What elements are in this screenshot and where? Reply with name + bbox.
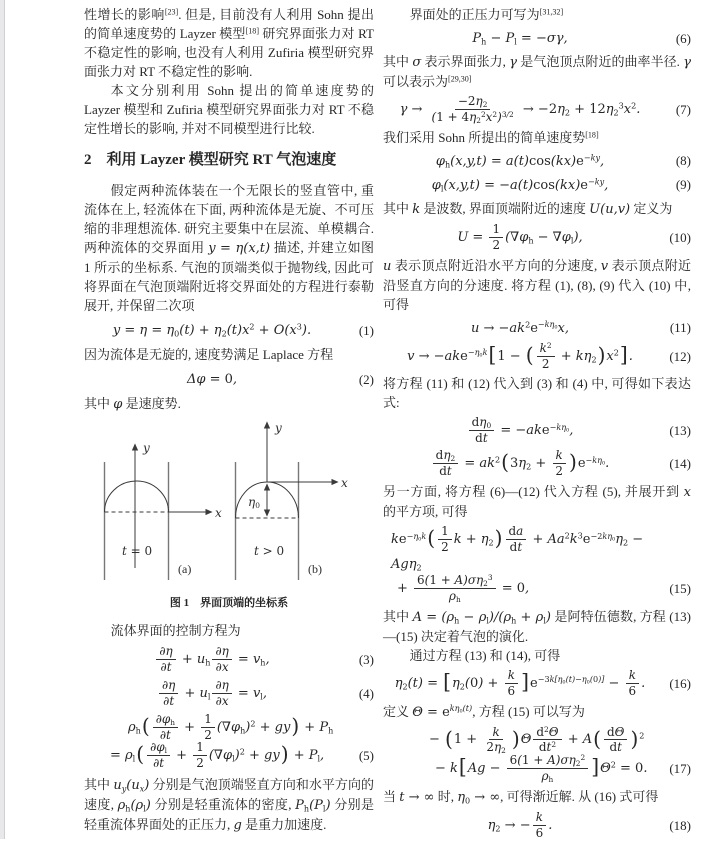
time-label: t = 0 <box>122 544 153 558</box>
axis-label-y: y <box>275 421 282 435</box>
paragraph: 定义 $\Theta = e^{k\eta_0(t)}$, 方程 (15) 可以写为 <box>383 703 585 720</box>
equation-body: Δφ = 0, <box>186 372 238 387</box>
paragraph: 其中 σ 表示界面张力, γ 是气泡顶点附近的曲率半径. γ 可以表示为[29,30] <box>383 54 691 89</box>
paragraph: 其中 $u_y(u_x)$ 分别是气泡顶端竖直方向和水平方向的速度, $\rho_h(\rho_l)$ 分别是轻重流体的密度, $P_h(P_l)$ 分别是轻重流体界面处的正压力, g 是重力加速度. <box>84 777 374 834</box>
equation <box>383 525 691 603</box>
equation-body: − k[Ag − $\frac{6(1 + A)\sigma\eta_2^2}{\rho_h}$ ]$\Theta^2 = 0$. <box>435 753 648 785</box>
time-label: t > 0 <box>254 544 285 558</box>
equation <box>383 811 691 840</box>
paragraph: 我们采用 Sohn 所提出的简单速度势[18] <box>383 129 599 145</box>
paragraph: 界面处的正压力可写为[31,32] <box>409 7 564 22</box>
left-column <box>84 5 374 835</box>
equation-body: $u \to -ak^2e^{-k\eta_0}x$, <box>471 320 569 336</box>
equation <box>383 95 691 124</box>
paragraph: 假定两种流体装在一个无限长的竖直管中, 重流体在上, 轻流体在下面, 两种流体是无旋、不可压缩的非理想流体. 研究主要集中在层流、单模耦合. 两种流体的交界面用 y = η(x,t) 描述, 并建立如图 1 所示的坐标系. 气泡的顶端类似于抛物线, 因此可将界面在气泡顶端附近将交界面处的方程进行泰勒展开, 并保留二次项 <box>84 183 374 313</box>
equation-number: (6) <box>675 30 691 46</box>
right-column <box>383 5 691 844</box>
equation-body: = $\rho_l$( $\frac{\partial\varphi_l}{\partial t}$ + $\frac{1}{2}$ $(\nabla\varphi_l)^2 + gy) + P_l$, <box>110 740 325 771</box>
equation-number: (12) <box>669 348 691 364</box>
equation <box>383 726 691 784</box>
equation-number: (9) <box>675 177 691 193</box>
equation-number: (10) <box>669 229 691 245</box>
paragraph: 当 t → ∞ 时, $\eta_0$ → ∞, 可得渐近解. 从 (16) 式可得 <box>383 789 659 806</box>
eta0-label: $\eta_0$ <box>248 495 260 511</box>
equation <box>383 28 691 48</box>
figure <box>84 418 374 590</box>
figure-caption-text: 界面顶端的坐标系 <box>200 597 289 609</box>
paragraph: 其中 k 是波数, 界面顶端附近的速度 U(u,v) 定义为 <box>383 200 673 217</box>
paragraph: u 表示顶点附近沿水平方向的分速度, v 表示顶点附近沿竖直方向的分速度. 将方程 (1), (8), (9) 代入 (10) 中, 可得 <box>383 257 691 312</box>
equation <box>383 151 691 171</box>
paragraph: 将方程 (11) 和 (12) 代入到 (3) 和 (4) 中, 可得如下表达式: <box>383 376 691 411</box>
equation <box>84 713 374 771</box>
paragraph: 通过方程 (13) 和 (14), 可得 <box>409 647 561 663</box>
equation-number: (18) <box>669 818 691 834</box>
equation-number: (7) <box>675 101 691 117</box>
equation <box>383 416 691 445</box>
figure-caption-number: 图 1 <box>169 597 190 609</box>
equation-number: (14) <box>669 456 691 472</box>
section-heading: 2 利用 Layzer 模型研究 RT 气泡速度 <box>84 152 337 168</box>
equation-body: $\frac{d\eta_0}{dt}$ = −ake$^{-k\eta_0}$, <box>383 416 657 445</box>
equation-number: (13) <box>669 423 691 439</box>
equation-number: (15) <box>669 580 691 596</box>
page-edge <box>0 0 5 839</box>
equation-body: $\rho_h$( $\frac{\partial\varphi_h}{\partial t}$ + $\frac{1}{2}$ $(\nabla\varphi_h)^2 + gy) + P_h$ <box>128 711 334 742</box>
equation <box>383 342 691 371</box>
paragraph: 其中 $A = (\rho_h - \rho_l)/(\rho_h + \rho_l)$ 是阿特伍德数, 方程 (13)—(15) 决定着气泡的演化. <box>383 608 691 644</box>
equation-body: $\frac{d\eta_2}{dt}$ = $ak^2(3\eta_2$ + $\frac{k}{2}$ )$e^{-k\eta_0}$. <box>383 449 657 478</box>
paragraph: 另一方面, 将方程 (6)—(12) 代入方程 (5), 并展开到 x 的平方项, 可得 <box>383 484 691 520</box>
equation <box>84 369 374 389</box>
figure-caption <box>84 594 374 613</box>
equation-number: (8) <box>675 153 691 169</box>
equation-number: (16) <box>669 675 691 691</box>
equation <box>383 223 691 252</box>
panel-label: (b) <box>308 562 322 576</box>
equation <box>84 320 374 340</box>
equation-body: $\eta_2(t) = [\eta_2(0)$ + $\frac{k}{6}$ ]$e^{-3k[\eta_0(t)-\eta_0(0)]}$ − $\frac{k}{6}$ . <box>394 667 646 698</box>
axis-label-x: x <box>341 476 348 490</box>
equation-number: (3) <box>358 651 374 667</box>
equation-body: $\frac{\partial\eta}{\partial t}$ + $u_h$ $\frac{\partial\eta}{\partial x}$ = $v_h$, <box>84 645 340 674</box>
paragraph: 因为流体是无旋的, 速度势满足 Laplace 方程 <box>84 347 334 362</box>
paragraph: 流体界面的控制方程为 <box>110 623 241 638</box>
paragraph: 性增长的影响[23]. 但是, 目前没有人利用 Sohn 提出的简单速度势的 Layzer 模型[18] 研究界面张力对 RT 不稳定性的影响, 也没有人利用 Zufiria 模型研究界面张力对 RT 不稳定性的影响. <box>84 7 374 79</box>
equation-body: $P_h - P_l = -\sigma\gamma$, <box>472 31 568 47</box>
equation <box>84 679 374 708</box>
equation <box>383 318 691 338</box>
equation-number: (4) <box>358 685 374 701</box>
equation-body: $\frac{\partial\eta}{\partial t}$ + $u_l$ $\frac{\partial\eta}{\partial x}$ = $v_l$, <box>84 679 340 708</box>
equation-body: $\varphi_h(x,y,t) = a(t)\cos(kx)e^{-ky}$, <box>435 153 605 170</box>
panel-label: (a) <box>178 562 192 576</box>
equation-body: $\varphi_l(x,y,t) = -a(t)\cos(kx)e^{-ky}$, <box>431 177 609 194</box>
equation-body: γ → $\frac{-2\eta_2}{(1 + 4\eta_2^2x^2)^{3/2}}$ → $-2\eta_2 + 12\eta_2^3x^2$. <box>399 94 641 125</box>
axis-label-x: x <box>215 506 222 520</box>
equation-number: (11) <box>669 320 691 336</box>
equation-number: (2) <box>358 371 374 387</box>
equation <box>383 669 691 698</box>
paragraph: 其中 φ 是速度势. <box>84 396 181 412</box>
equation-body: v → −ake$^{-\eta_0k}$[1 − ( $\frac{k^2}{2}$ + $k\eta_2)x^2$]. <box>407 340 633 371</box>
equation-body: U = $\frac{1}{2}$ $(\nabla\varphi_h - \nabla\varphi_l)$, <box>457 221 583 252</box>
axis-label-y: y <box>143 441 150 455</box>
equation <box>84 645 374 674</box>
equation-body: $\eta_2$ → − $\frac{k}{6}$ . <box>487 810 553 841</box>
figure-diagram <box>84 418 374 590</box>
paragraph: 本文分别利用 Sohn 提出的简单速度势的 Layzer 模型和 Zufiria 模型研究界面张力对 RT 不稳定性增长的影响, 并对不同模型进行比较. <box>84 83 374 136</box>
equation-body: $ke^{-\eta_0k}$( $\frac{1}{2}$ $k + \eta_2$) $\frac{da}{dt}$ + $Aa^2k^3e^{-2k\eta_0}\eta_2 - Ag\eta_2$ <box>391 524 644 573</box>
equation <box>383 175 691 195</box>
equation-number: (17) <box>669 761 691 777</box>
equation-body: + $\frac{6(1 + A)\sigma\eta_2^3}{\rho_h}$ = 0, <box>397 572 530 604</box>
equation-body: $y = \eta = \eta_0(t) + \eta_2(t)x^2 + O(x^3)$. <box>112 322 312 339</box>
equation-body: − (1 + $\frac{k}{2\eta_2}$ )Θ $\frac{d^2\Theta}{dt^2}$ + A( $\frac{d\Theta}{dt}$ )$^2$ <box>429 724 645 756</box>
equation <box>383 449 691 478</box>
equation-number: (5) <box>358 748 374 764</box>
equation-number: (1) <box>358 322 374 338</box>
bubble-interface <box>105 481 169 512</box>
